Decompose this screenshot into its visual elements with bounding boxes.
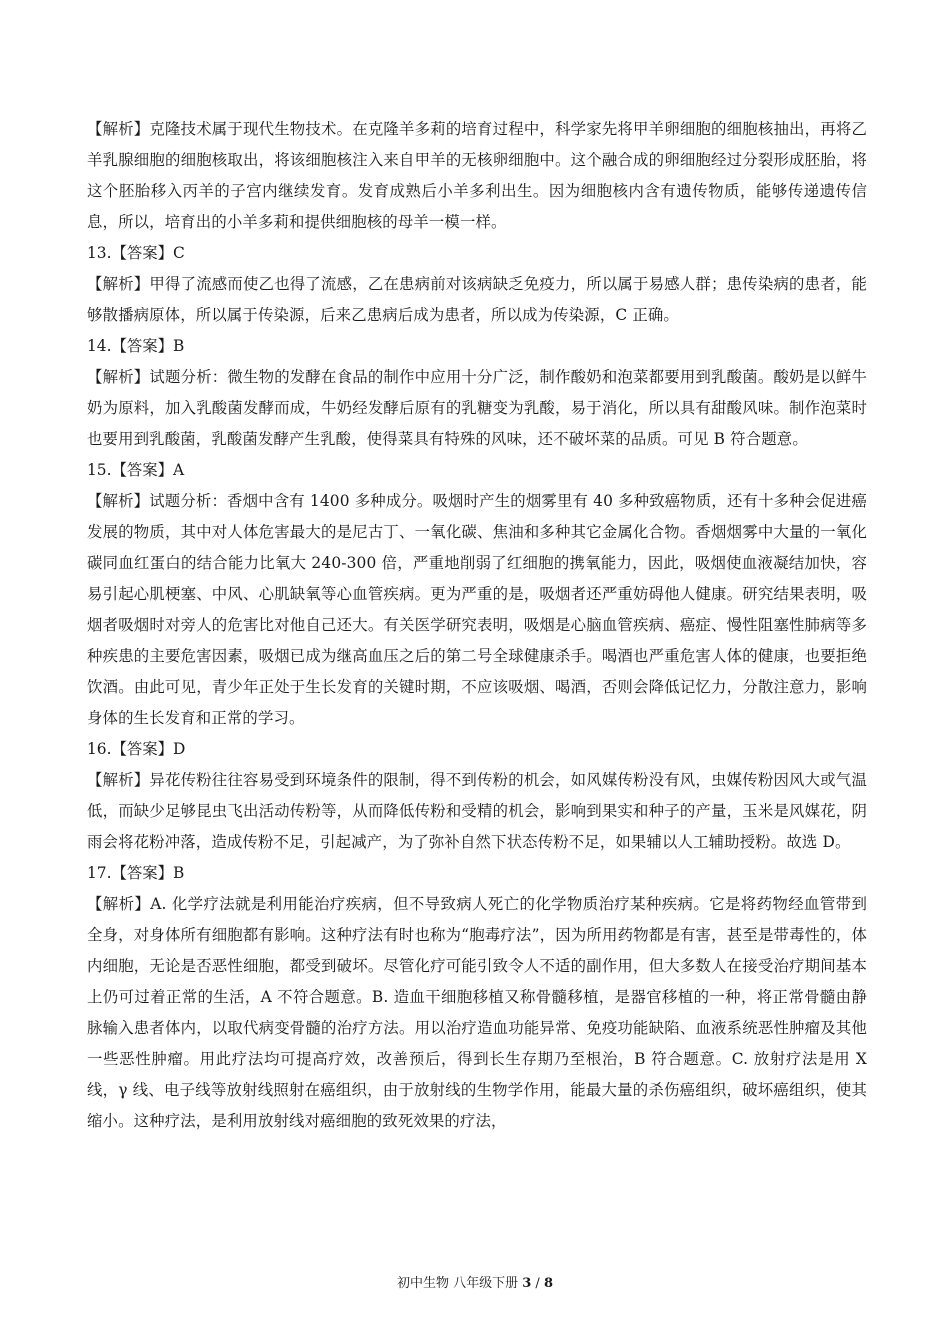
- footer-page-total: 8: [543, 1276, 553, 1291]
- explanation-15: 【解析】试题分析：香烟中含有 1400 多种成分。吸烟时产生的烟雾里有 40 多种致癌物质，还有十多种会促进癌发展的物质，其中对人体危害最大的是尼古丁、一氧化碳、焦油和多种其它金属化合物。香烟烟雾中大量的一氧化碳同血红蛋白的结合能力比氧大 240-300 倍，严重地削弱了红细胞的携氧能力，因此，吸烟使血液凝结加快，容易引起心肌梗塞、中风、心肌缺氧等心血管疾病。更为严重的是，吸烟者还严重妨碍他人健康。研究结果表明，吸烟者吸烟时对旁人的危害比对他自己还大。有关医学研究表明，吸烟是心脑血管疾病、癌症、慢性阻塞性肺病等多种疾患的主要危害因素，吸烟已成为继高血压之后的第二号全球健康杀手。喝酒也严重危害人体的健康，也要拒绝饮酒。由此可见，青少年正处于生长发育的关键时期，不应该吸烟、喝酒，否则会降低记忆力，分散注意力，影响身体的生长发育和正常的学习。: [87, 492, 867, 727]
- footer-page-current: 3: [522, 1276, 532, 1291]
- footer-title: 初中生物 八年级下册: [396, 1276, 523, 1291]
- footer-separator: /: [531, 1276, 544, 1291]
- answer-15: 15.【答案】A: [87, 461, 185, 479]
- explanation-17: 【解析】A. 化学疗法就是利用能治疗疾病，但不导致病人死亡的化学物质治疗某种疾病。它是将药物经血管带到全身，对身体所有细胞都有影响。这种疗法有时也称为“胞毒疗法”，因为所用药物都是有害，甚至是带毒性的，体内细胞，无论是否恶性细胞，都受到破坏。尽管化疗可能引致令人不适的副作用，但大多数人在接受治疗期间基本上仍可过着正常的生活，A 不符合题意。B. 造血干细胞移植又称骨髓移植，是器官移植的一种，将正常骨髓由静脉输入患者体内，以取代病变骨髓的治疗方法。用以治疗造血功能异常、免疫功能缺陷、血液系统恶性肿瘤及其他一些恶性肿瘤。用此疗法均可提高疗效，改善预后，得到长生存期乃至根治，B 符合题意。C. 放射疗法是用 X 线，γ 线、电子线等放射线照射在癌组织，由于放射线的生物学作用，能最大量的杀伤癌组织，破坏癌组织，使其缩小。这种疗法，是利用放射线对癌细胞的致死效果的疗法，: [87, 895, 867, 1130]
- document-body: [87, 114, 867, 1137]
- explanation-12: 【解析】克隆技术属于现代生物技术。在克隆羊多莉的培育过程中，科学家先将甲羊卵细胞的细胞核抽出，再将乙羊乳腺细胞的细胞核取出，将该细胞核注入来自甲羊的无核卵细胞中。这个融合成的卵细胞经过分裂形成胚胎，将这个胚胎移入丙羊的子宫内继续发育。发育成熟后小羊多利出生。因为细胞核内含有遗传物质，能够传递遗传信息，所以，培育出的小羊多莉和提供细胞核的母羊一模一样。: [87, 120, 867, 231]
- answer-17: 17.【答案】B: [87, 864, 185, 882]
- explanation-16: 【解析】异花传粉往往容易受到环境条件的限制，得不到传粉的机会，如风媒传粉没有风，虫媒传粉因风大或气温低，而缺少足够昆虫飞出活动传粉等，从而降低传粉和受精的机会，影响到果实和种子的产量，玉米是风媒花，阴雨会将花粉冲落，造成传粉不足，引起减产，为了弥补自然下状态传粉不足，如果辅以人工辅助授粉。故选 D。: [87, 771, 867, 851]
- answer-13: 13.【答案】C: [87, 244, 185, 262]
- explanation-14: 【解析】试题分析：微生物的发酵在食品的制作中应用十分广泛，制作酸奶和泡菜都要用到乳酸菌。酸奶是以鲜牛奶为原料，加入乳酸菌发酵而成，牛奶经发酵后原有的乳糖变为乳酸，易于消化，所以具有甜酸风味。制作泡菜时也要用到乳酸菌，乳酸菌发酵产生乳酸，使得菜具有特殊的风味，还不破坏菜的品质。可见 B 符合题意。: [87, 368, 867, 448]
- page-footer: [0, 1275, 950, 1293]
- answer-16: 16.【答案】D: [87, 740, 186, 758]
- answer-14: 14.【答案】B: [87, 337, 185, 355]
- explanation-13: 【解析】甲得了流感而使乙也得了流感，乙在患病前对该病缺乏免疫力，所以属于易感人群；患传染病的患者，能够散播病原体，所以属于传染源，后来乙患病后成为患者，所以成为传染源，C 正确。: [87, 275, 867, 324]
